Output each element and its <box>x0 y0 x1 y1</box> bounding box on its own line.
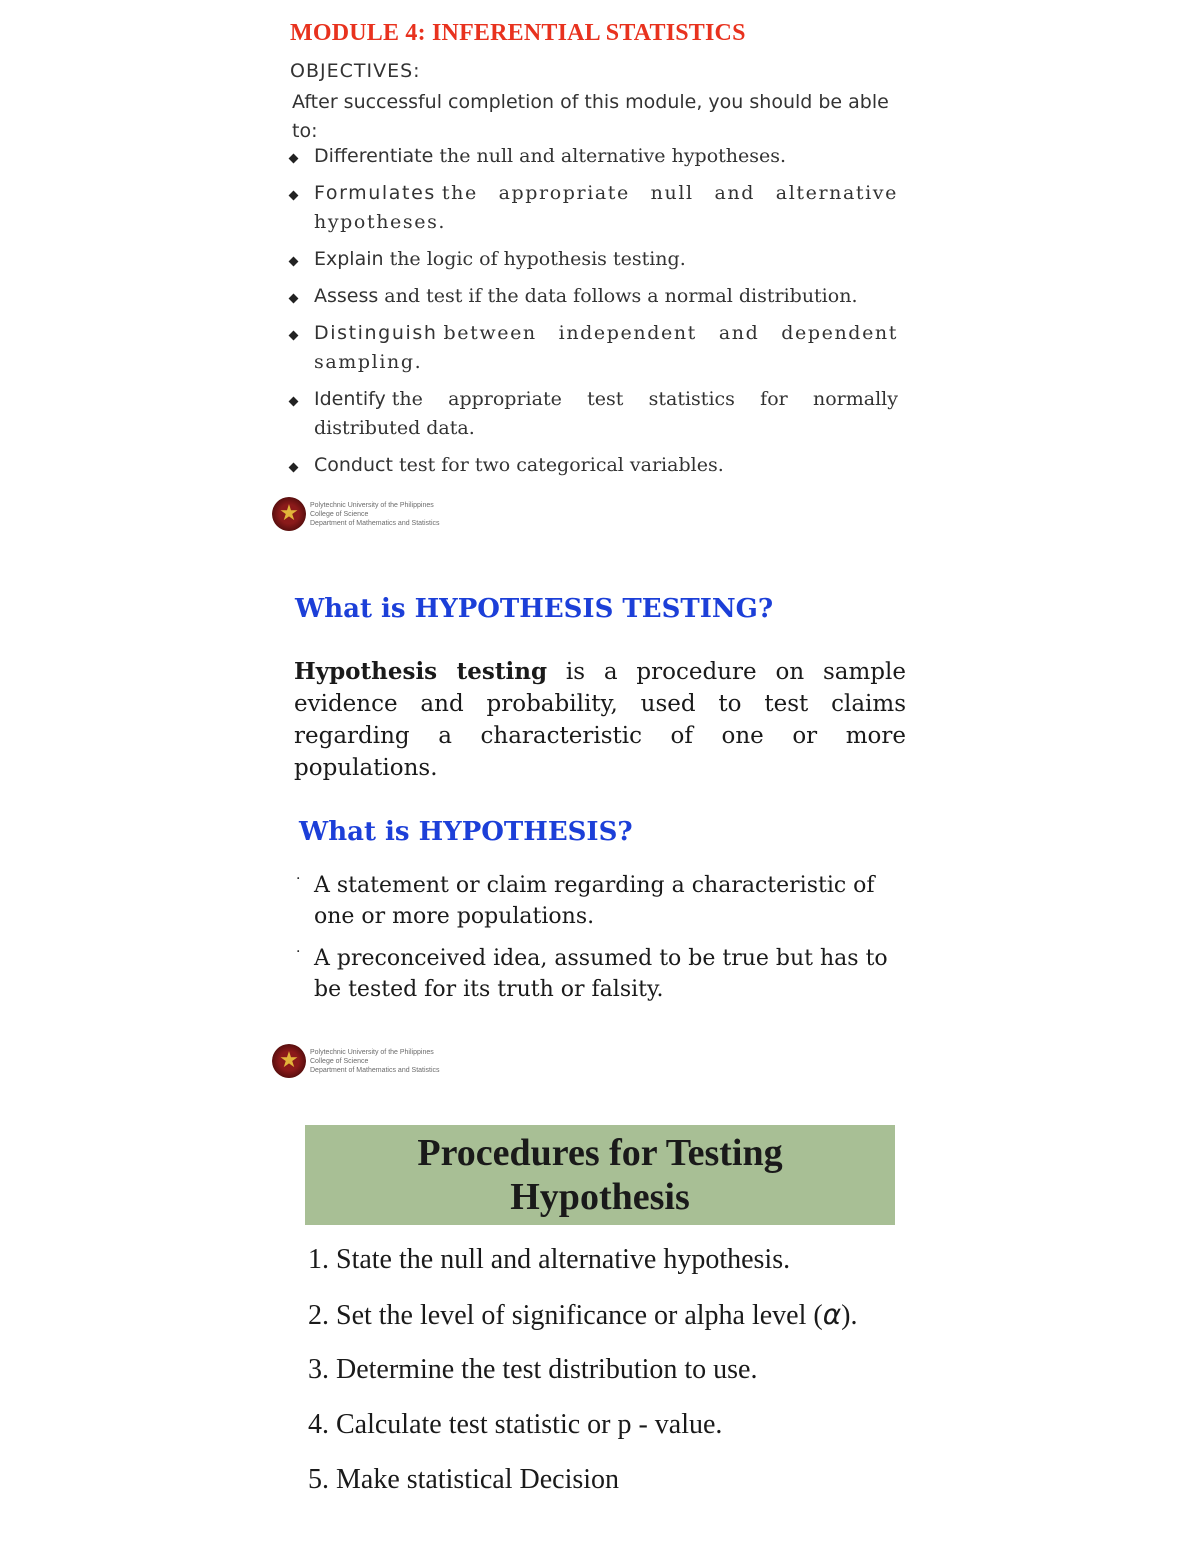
objective-text: test for two categorical variables. <box>398 454 724 476</box>
hypothesis-bullet <box>294 943 904 1005</box>
diamond-bullet-icon <box>289 463 299 473</box>
objective-text: the null and alternative hypotheses. <box>439 145 787 167</box>
university-seal-icon: ★ <box>272 1044 306 1078</box>
procedure-step: 1. State the null and alternative hypothesis. <box>308 1244 791 1275</box>
objective-text: the logic of hypothesis testing. <box>389 248 686 270</box>
objective-item <box>288 451 898 480</box>
institution-text <box>310 501 440 528</box>
objective-verb: Conduct <box>314 454 393 476</box>
institution-line: Polytechnic University of the Philippines <box>310 1048 434 1056</box>
diamond-bullet-icon <box>289 397 299 407</box>
objectives-intro: After successful completion of this module, you should be able to: <box>292 91 889 142</box>
objective-text: the appropriate test statistics for normally distributed data. <box>314 388 898 439</box>
diamond-bullet-icon <box>289 154 299 164</box>
objective-text: between independent and dependent sampling. <box>314 322 898 373</box>
objective-verb: Explain <box>314 248 384 270</box>
hypothesis-heading: What is HYPOTHESIS? <box>299 817 633 847</box>
diamond-bullet-icon <box>289 257 299 267</box>
objective-verb: Assess <box>314 285 379 307</box>
procedures-title: Procedures for Testing Hypothesis <box>417 1132 783 1218</box>
hypothesis-testing-heading: What is HYPOTHESIS TESTING? <box>295 594 774 624</box>
hypothesis-bullet <box>294 870 904 932</box>
objectives-list <box>288 142 898 488</box>
objective-text: the appropriate null and alternative hypotheses. <box>314 182 898 233</box>
alpha-symbol: α <box>822 1298 842 1331</box>
objective-verb: Formulates <box>314 182 436 204</box>
module-title: MODULE 4: INFERENTIAL STATISTICS <box>290 20 746 46</box>
procedure-step: 4. Calculate test statistic or p - value. <box>308 1409 723 1440</box>
hypothesis-bullets <box>294 870 904 1016</box>
diamond-bullet-icon <box>289 294 299 304</box>
institution-line: Department of Mathematics and Statistics <box>310 519 440 527</box>
objective-text: and test if the data follows a normal distribution. <box>384 285 858 307</box>
objective-item <box>288 179 898 237</box>
institution-footer <box>272 497 440 531</box>
procedure-step: 5. Make statistical Decision <box>308 1464 620 1495</box>
objective-item <box>288 319 898 377</box>
definition-term: Hypothesis testing <box>294 658 548 685</box>
procedure-step <box>308 1295 948 1335</box>
dot-bullet-icon: · <box>296 944 301 960</box>
objective-verb: Identify <box>314 388 386 410</box>
procedures-title-box <box>305 1125 895 1225</box>
diamond-bullet-icon <box>289 191 299 201</box>
hypothesis-bullet-text: A statement or claim regarding a characteristic of one or more populations. <box>314 873 875 929</box>
objective-item <box>288 385 898 443</box>
definition-text: is a procedure on sample evidence and probability, used to test claims regarding a characteristic of one or more populations. <box>294 659 906 781</box>
objective-verb: Differentiate <box>314 145 434 167</box>
institution-line: Polytechnic University of the Philippines <box>310 501 434 509</box>
objective-item <box>288 142 898 171</box>
institution-text <box>310 1048 440 1075</box>
hypothesis-bullet-text: A preconceived idea, assumed to be true but has to be tested for its truth or falsity. <box>314 946 888 1002</box>
objective-verb: Distinguish <box>314 322 438 344</box>
institution-line: Department of Mathematics and Statistics <box>310 1066 440 1074</box>
institution-footer <box>272 1044 440 1078</box>
procedure-step: 3. Determine the test distribution to use. <box>308 1354 758 1385</box>
objective-item <box>288 245 898 274</box>
procedure-step-suffix: ). <box>841 1300 858 1331</box>
procedure-steps <box>308 1240 948 1515</box>
diamond-bullet-icon <box>289 331 299 341</box>
objectives-heading: OBJECTIVES: <box>290 60 421 82</box>
university-seal-icon: ★ <box>272 497 306 531</box>
objective-item <box>288 282 898 311</box>
procedure-step-text: 2. Set the level of significance or alpha level ( <box>308 1300 823 1331</box>
institution-line: College of Science <box>310 510 369 518</box>
institution-line: College of Science <box>310 1057 369 1065</box>
hypothesis-testing-definition <box>294 656 906 784</box>
dot-bullet-icon: · <box>296 871 301 887</box>
